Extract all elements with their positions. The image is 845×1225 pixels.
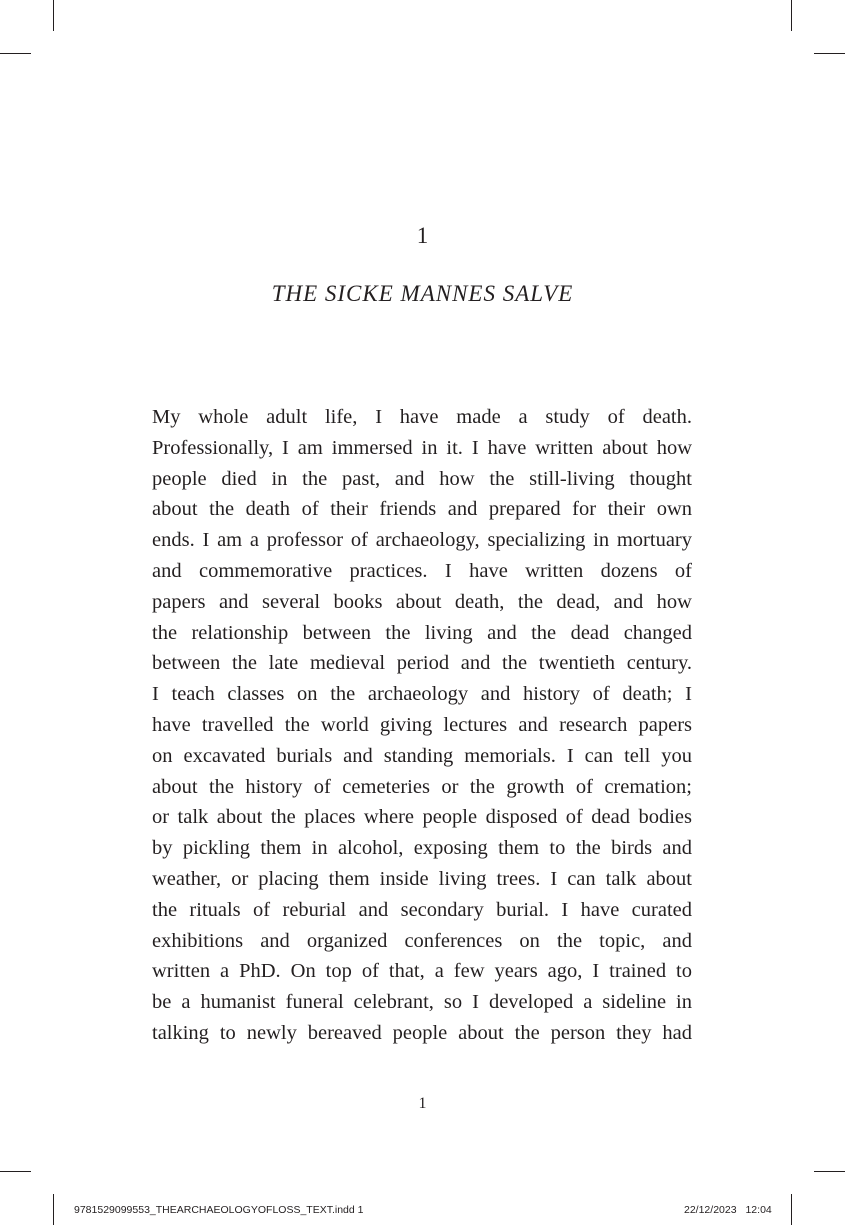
crop-mark-bottom-right-horizontal bbox=[814, 1171, 845, 1172]
body-line: exhibitions and organized conferences on the topic, and bbox=[152, 929, 692, 952]
page-number: 1 bbox=[418, 1095, 427, 1112]
body-line: or talk about the places where people disposed of dead bodies bbox=[152, 806, 692, 829]
body-line: ends. I am a professor of archaeology, specializing in mortuary bbox=[152, 529, 692, 552]
body-line: about the history of cemeteries or the growth of cremation; bbox=[152, 775, 692, 798]
crop-mark-top-left-vertical bbox=[53, 0, 54, 31]
crop-mark-top-right-horizontal bbox=[814, 53, 845, 54]
crop-mark-bottom-left-horizontal bbox=[0, 1171, 31, 1172]
chapter-number: 1 bbox=[416, 223, 429, 248]
chapter-title: THE SICKE MANNES SALVE bbox=[271, 281, 574, 306]
body-line: between the late medieval period and the twentieth century. bbox=[152, 652, 692, 675]
body-line: My whole adult life, I have made a study of death. bbox=[152, 406, 692, 428]
body-line: the relationship between the living and the dead changed bbox=[152, 621, 692, 644]
body-line: be a humanist funeral celebrant, so I developed a sideline in bbox=[152, 991, 692, 1014]
crop-mark-bottom-left-vertical bbox=[53, 1194, 54, 1225]
body-line: I teach classes on the archaeology and history of death; I bbox=[152, 683, 692, 706]
body-line: have travelled the world giving lectures and research papers bbox=[152, 713, 692, 736]
slug-filename: 9781529099553_THEARCHAEOLOGYOFLOSS_TEXT.indd 1 bbox=[74, 1204, 364, 1216]
crop-mark-top-right-vertical bbox=[791, 0, 792, 31]
body-line: Professionally, I am immersed in it. I have written about how bbox=[152, 436, 692, 459]
body-line: by pickling them in alcohol, exposing them to the birds and bbox=[152, 837, 692, 860]
body-line: weather, or placing them inside living trees. I can talk about bbox=[152, 867, 692, 890]
slug-datetime: 22/12/2023 12:04 bbox=[684, 1204, 772, 1216]
body-line: people died in the past, and how the still-living thought bbox=[152, 467, 692, 490]
crop-mark-bottom-right-vertical bbox=[791, 1194, 792, 1225]
body-text bbox=[152, 402, 692, 1049]
body-line: the rituals of reburial and secondary burial. I have curated bbox=[152, 898, 692, 921]
body-line: about the death of their friends and prepared for their own bbox=[152, 498, 692, 521]
body-line: on excavated burials and standing memorials. I can tell you bbox=[152, 744, 692, 767]
body-line: papers and several books about death, the dead, and how bbox=[152, 590, 692, 613]
body-line: and commemorative practices. I have written dozens of bbox=[152, 559, 692, 582]
body-line: talking to newly bereaved people about the person they had bbox=[152, 1021, 692, 1044]
body-line: written a PhD. On top of that, a few years ago, I trained to bbox=[152, 960, 692, 983]
crop-mark-top-left-horizontal bbox=[0, 53, 31, 54]
